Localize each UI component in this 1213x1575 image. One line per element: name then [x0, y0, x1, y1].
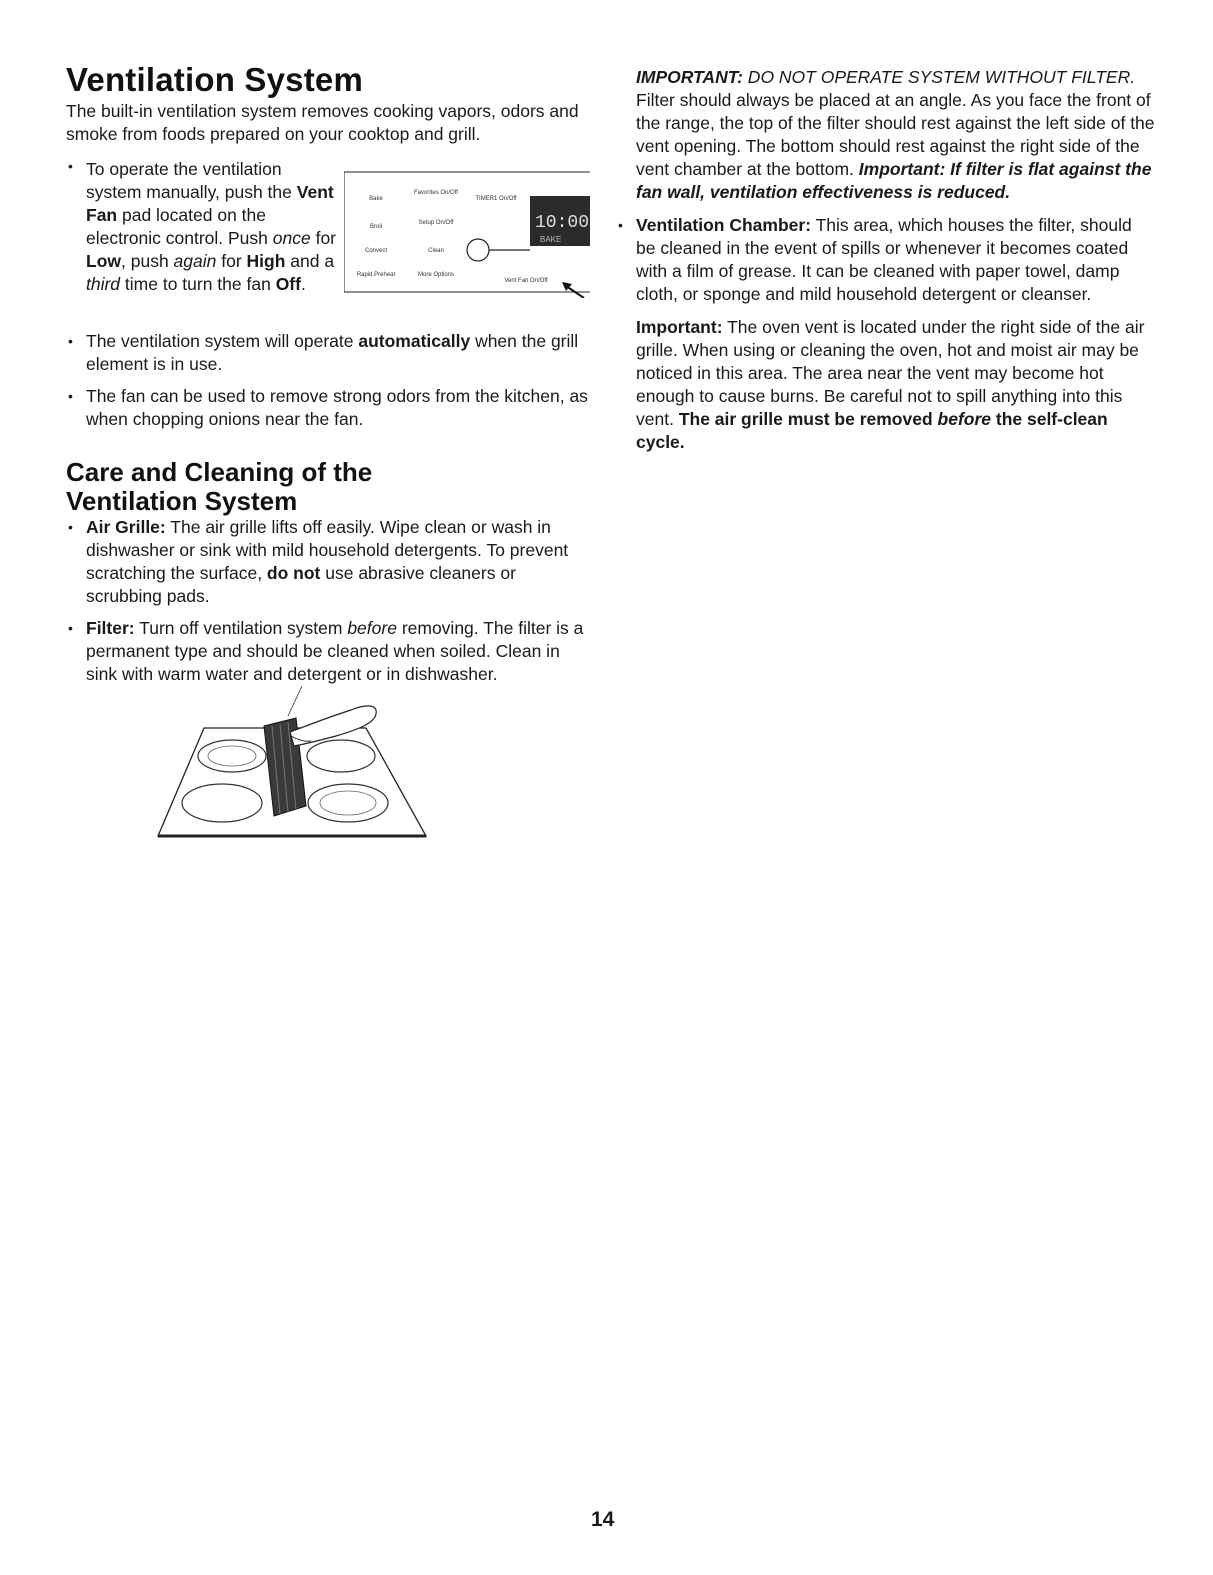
panel-button-clean: Clean — [428, 248, 444, 254]
panel-display-time: 10:00 — [535, 213, 590, 233]
intro-paragraph: The built-in ventilation system removes cooking vapors, odors and smoke from foods prepared on your cooktop and grill. — [66, 101, 579, 144]
section-title: Care and Cleaning of the Ventilation System — [66, 457, 373, 516]
panel-button-rapid-preheat: Rapid Preheat — [356, 272, 396, 278]
auto-operation-bullet: • The ventilation system will operate automatically when the grill element is in use. — [66, 330, 590, 376]
important-oven-vent-paragraph: Important: The oven vent is located under the right side of the air grille. When using or cleaning the oven, hot and moist air may be noticed in this area. The area near the vent may become hot enough to cause burns. Be careful not to spill anything into this vent. The air grille must be removed before the self-clean cycle. — [636, 317, 1145, 452]
cooktop-filter-illustration — [66, 686, 590, 856]
left-column — [66, 60, 590, 856]
air-grille-bullet: • Air Grille: The air grille lifts off easily. Wipe clean or wash in dishwasher or sink with mild household detergents. To prevent scratching the surface, do not use abrasive cleaners or scrubbing pads. — [66, 516, 590, 608]
panel-vent-fan-label: Vent Fan On/Off — [504, 278, 548, 284]
filter-bullet: • Filter: Turn off ventilation system before removing. The filter is a permanent type and should be cleaned when soiled. Clean in sink with warm water and detergent or in dishwasher. — [66, 617, 590, 686]
page-title: Ventilation System — [66, 61, 364, 98]
panel-button-convect: Convect — [364, 248, 388, 254]
right-column — [636, 66, 1156, 454]
care-cleaning-section — [66, 458, 590, 686]
panel-button-setup: Setup On/Off — [418, 220, 454, 226]
pointer-arrow-icon — [562, 282, 584, 298]
manual-operation-block — [66, 158, 590, 316]
panel-button-bake: Bake — [369, 196, 383, 202]
control-panel-illustration — [344, 170, 590, 298]
panel-button-more-options: More Options — [417, 272, 455, 278]
ventilation-chamber-bullet: • Ventilation Chamber: This area, which houses the filter, should be cleaned in the event of spills or whenever it becomes coated with a film of grease. It can be cleaned with paper towel, damp cloth, or sponge and mild household detergent or cleanser. — [616, 214, 1156, 306]
chamber-list — [636, 214, 1156, 306]
cleaning-list — [66, 516, 590, 686]
important-filter-paragraph: IMPORTANT: DO NOT OPERATE SYSTEM WITHOUT FILTER. Filter should always be placed at an angle. As you face the front of the range, the top of the filter should rest against the left side of the vent opening. The bottom should rest against the right side of the vent chamber at the bottom. Important: If filter is flat against the fan wall, ventilation effectiveness is reduced. — [636, 67, 1155, 202]
air-filter-figure — [66, 686, 590, 856]
panel-button-broil: Broil — [369, 224, 383, 230]
odors-bullet: • The fan can be used to remove strong odors from the kitchen, as when chopping onions near the fan. — [66, 385, 590, 431]
panel-display-mode: BAKE — [540, 235, 562, 244]
panel-timer-label: TIMER1 On/Off — [475, 196, 517, 202]
bullet-list-general — [66, 330, 590, 431]
panel-knob — [467, 239, 489, 261]
manual-operation-text: To operate the ventilation system manually, push the Vent Fan pad located on the electronic control. Push once for Low, push again for High and a third time to turn the fan Off. — [86, 159, 337, 294]
bullet-marker: • — [68, 158, 73, 174]
panel-button-favorites: Favorites On/Off — [414, 190, 458, 196]
page-number: 14 — [591, 1508, 615, 1531]
